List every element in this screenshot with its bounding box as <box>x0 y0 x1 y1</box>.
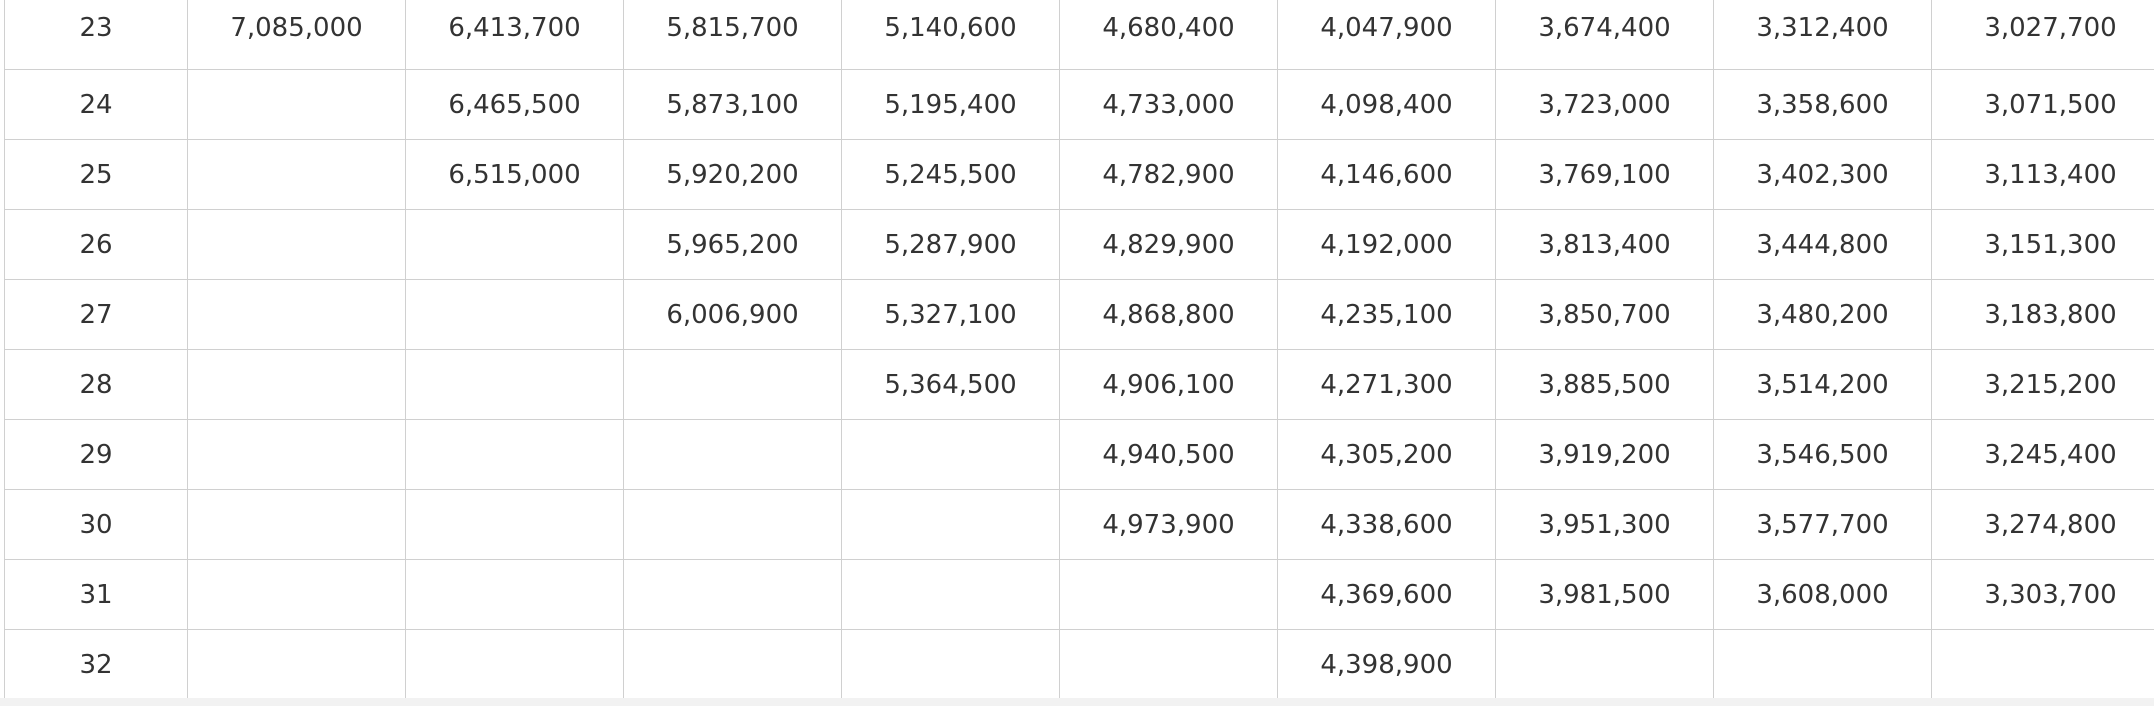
amount-cell: 4,369,600 <box>1278 560 1496 630</box>
table-row <box>5 490 2154 560</box>
amount-cell <box>406 630 624 700</box>
amount-cell: 4,305,200 <box>1278 420 1496 490</box>
amount-cell <box>406 350 624 420</box>
amount-cell <box>188 140 406 210</box>
amount-cell <box>842 420 1060 490</box>
amount-cell: 4,829,900 <box>1060 210 1278 280</box>
amount-cell: 3,444,800 <box>1714 210 1932 280</box>
amount-cell <box>1496 630 1714 700</box>
amount-cell: 3,312,400 <box>1714 0 1932 70</box>
amount-cell <box>624 560 842 630</box>
amount-cell: 4,973,900 <box>1060 490 1278 560</box>
amount-cell: 4,146,600 <box>1278 140 1496 210</box>
table-row <box>5 350 2154 420</box>
amount-cell <box>188 70 406 140</box>
salary-table <box>4 0 2154 700</box>
amount-cell: 3,674,400 <box>1496 0 1714 70</box>
amount-cell: 4,680,400 <box>1060 0 1278 70</box>
amount-cell <box>406 420 624 490</box>
amount-cell <box>188 560 406 630</box>
amount-cell: 4,338,600 <box>1278 490 1496 560</box>
step-cell: 25 <box>5 140 188 210</box>
amount-cell: 5,140,600 <box>842 0 1060 70</box>
amount-cell: 4,047,900 <box>1278 0 1496 70</box>
amount-cell: 4,398,900 <box>1278 630 1496 700</box>
amount-cell: 5,195,400 <box>842 70 1060 140</box>
amount-cell <box>188 210 406 280</box>
amount-cell: 3,027,700 <box>1932 0 2154 70</box>
step-cell: 26 <box>5 210 188 280</box>
amount-cell: 7,085,000 <box>188 0 406 70</box>
step-cell: 32 <box>5 630 188 700</box>
step-cell: 31 <box>5 560 188 630</box>
amount-cell: 3,919,200 <box>1496 420 1714 490</box>
step-cell: 24 <box>5 70 188 140</box>
amount-cell: 4,098,400 <box>1278 70 1496 140</box>
amount-cell <box>842 560 1060 630</box>
amount-cell: 3,813,400 <box>1496 210 1714 280</box>
amount-cell: 3,071,500 <box>1932 70 2154 140</box>
amount-cell <box>1060 560 1278 630</box>
table-row <box>5 280 2154 350</box>
salary-table-body <box>5 0 2154 700</box>
amount-cell: 4,271,300 <box>1278 350 1496 420</box>
table-bottom-strip <box>0 698 2154 706</box>
amount-cell: 5,245,500 <box>842 140 1060 210</box>
amount-cell <box>1060 630 1278 700</box>
amount-cell: 3,885,500 <box>1496 350 1714 420</box>
amount-cell: 5,965,200 <box>624 210 842 280</box>
amount-cell <box>406 490 624 560</box>
amount-cell <box>188 350 406 420</box>
amount-cell <box>406 280 624 350</box>
amount-cell <box>624 420 842 490</box>
table-row <box>5 630 2154 700</box>
amount-cell: 3,183,800 <box>1932 280 2154 350</box>
amount-cell <box>406 210 624 280</box>
amount-cell <box>188 420 406 490</box>
step-cell: 27 <box>5 280 188 350</box>
amount-cell: 3,151,300 <box>1932 210 2154 280</box>
table-row <box>5 70 2154 140</box>
amount-cell: 3,951,300 <box>1496 490 1714 560</box>
amount-cell: 3,274,800 <box>1932 490 2154 560</box>
amount-cell <box>624 490 842 560</box>
table-row <box>5 420 2154 490</box>
amount-cell <box>188 280 406 350</box>
amount-cell: 4,906,100 <box>1060 350 1278 420</box>
table-row <box>5 140 2154 210</box>
amount-cell: 3,577,700 <box>1714 490 1932 560</box>
amount-cell <box>406 560 624 630</box>
amount-cell: 3,981,500 <box>1496 560 1714 630</box>
step-cell: 23 <box>5 0 188 70</box>
amount-cell: 3,358,600 <box>1714 70 1932 140</box>
table-row <box>5 210 2154 280</box>
amount-cell: 4,782,900 <box>1060 140 1278 210</box>
amount-cell <box>188 490 406 560</box>
amount-cell: 3,245,400 <box>1932 420 2154 490</box>
step-cell: 30 <box>5 490 188 560</box>
amount-cell: 4,733,000 <box>1060 70 1278 140</box>
amount-cell <box>624 630 842 700</box>
amount-cell <box>1932 630 2154 700</box>
amount-cell <box>1714 630 1932 700</box>
amount-cell <box>842 490 1060 560</box>
step-cell: 29 <box>5 420 188 490</box>
table-row <box>5 0 2154 70</box>
amount-cell: 5,873,100 <box>624 70 842 140</box>
amount-cell: 6,413,700 <box>406 0 624 70</box>
amount-cell: 4,940,500 <box>1060 420 1278 490</box>
amount-cell: 4,235,100 <box>1278 280 1496 350</box>
amount-cell: 3,850,700 <box>1496 280 1714 350</box>
amount-cell: 5,815,700 <box>624 0 842 70</box>
amount-cell: 5,327,100 <box>842 280 1060 350</box>
amount-cell: 6,006,900 <box>624 280 842 350</box>
amount-cell: 4,868,800 <box>1060 280 1278 350</box>
amount-cell: 5,920,200 <box>624 140 842 210</box>
amount-cell: 3,113,400 <box>1932 140 2154 210</box>
amount-cell: 4,192,000 <box>1278 210 1496 280</box>
amount-cell: 6,515,000 <box>406 140 624 210</box>
amount-cell: 3,303,700 <box>1932 560 2154 630</box>
amount-cell <box>842 630 1060 700</box>
amount-cell: 3,215,200 <box>1932 350 2154 420</box>
amount-cell: 3,546,500 <box>1714 420 1932 490</box>
amount-cell: 6,465,500 <box>406 70 624 140</box>
amount-cell: 3,480,200 <box>1714 280 1932 350</box>
amount-cell <box>624 350 842 420</box>
amount-cell <box>188 630 406 700</box>
table-row <box>5 560 2154 630</box>
amount-cell: 3,514,200 <box>1714 350 1932 420</box>
amount-cell: 5,364,500 <box>842 350 1060 420</box>
step-cell: 28 <box>5 350 188 420</box>
amount-cell: 3,402,300 <box>1714 140 1932 210</box>
amount-cell: 3,769,100 <box>1496 140 1714 210</box>
amount-cell: 3,723,000 <box>1496 70 1714 140</box>
amount-cell: 5,287,900 <box>842 210 1060 280</box>
amount-cell: 3,608,000 <box>1714 560 1932 630</box>
